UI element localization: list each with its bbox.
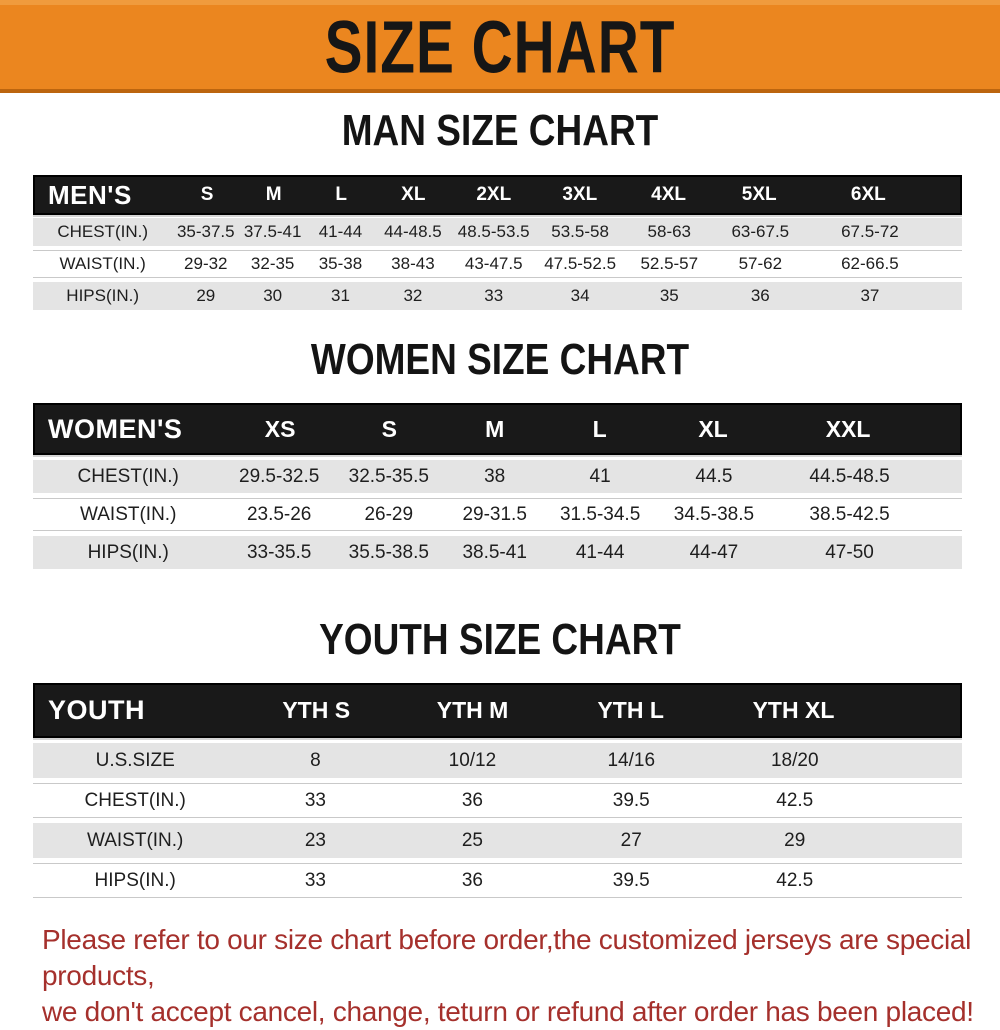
row-label: CHEST(IN.) [57, 222, 148, 241]
size-column-header-3xl: 3XL [562, 184, 598, 205]
row-label: WAIST(IN.) [59, 254, 146, 273]
section-title-text: WOMEN SIZE CHART [310, 335, 690, 384]
size-value: 41 [589, 465, 611, 487]
size-value: 35-38 [318, 254, 363, 273]
footer-line-2: we don't accept cancel, change, teturn or refund after order has been placed! [42, 996, 974, 1027]
table-row-u.s.size [33, 743, 962, 778]
size-chart-banner [0, 0, 1000, 93]
size-value: 52.5-57 [640, 254, 699, 273]
section-title-youth [0, 615, 1000, 664]
size-value: 57-62 [738, 254, 783, 273]
size-value: 47.5-52.5 [544, 254, 617, 273]
women-header-label: WOMEN'S [48, 413, 183, 444]
footer-line-1: Please refer to our size chart before order,the customized jerseys are special products, [42, 924, 972, 991]
size-value: 14/16 [607, 749, 656, 771]
youth-size-table [33, 683, 962, 898]
men-header-label: MEN'S [48, 179, 132, 210]
size-value: 34 [570, 286, 590, 305]
men-table-header-row [33, 175, 962, 215]
men-size-table [33, 175, 962, 310]
size-value: 36 [461, 869, 483, 891]
table-row-chest-in.- [33, 460, 962, 493]
size-column-header-xl: XL [401, 184, 426, 205]
size-column-header-6xl: 6XL [850, 184, 886, 205]
table-row-hips-in.- [33, 536, 962, 569]
size-value: 29.5-32.5 [239, 465, 320, 487]
size-column-header-s: S [381, 415, 397, 442]
size-value: 23.5-26 [246, 503, 312, 525]
size-value: 34.5-38.5 [673, 503, 755, 525]
size-value: 29 [784, 829, 806, 851]
size-value: 27 [620, 829, 642, 851]
size-value: 37.5-41 [243, 222, 302, 241]
size-column-header-l: L [592, 415, 607, 442]
size-value: 10/12 [448, 749, 497, 771]
size-value: 41-44 [318, 222, 363, 241]
size-value: 43-47.5 [464, 254, 523, 273]
size-column-header-5xl: 5XL [741, 184, 777, 205]
women-size-table [33, 403, 962, 569]
size-value: 36 [461, 789, 483, 811]
size-value: 42.5 [776, 869, 814, 891]
size-column-header-yth-m: YTH M [436, 697, 509, 723]
size-value: 67.5-72 [841, 222, 899, 241]
size-value: 33 [304, 869, 326, 891]
size-value: 36 [750, 286, 770, 305]
banner-title: SIZE CHART [324, 5, 676, 89]
row-label: CHEST(IN.) [77, 465, 179, 487]
youth-header-label: YOUTH [48, 695, 145, 725]
row-label: WAIST(IN.) [80, 503, 177, 525]
size-value: 47-50 [825, 541, 874, 563]
table-row-chest-in.- [33, 218, 962, 246]
footer-note [42, 922, 1000, 1030]
size-value: 23 [304, 829, 326, 851]
size-value: 42.5 [776, 789, 814, 811]
size-chart-sections [0, 106, 1000, 898]
size-value: 38.5-42.5 [809, 503, 890, 525]
size-value: 26-29 [364, 503, 414, 525]
size-column-header-yth-l: YTH L [597, 697, 664, 723]
youth-table-header-row [33, 683, 962, 738]
size-value: 35 [659, 286, 679, 305]
size-column-header-4xl: 4XL [651, 184, 686, 205]
size-value: 29-32 [184, 254, 228, 273]
size-value: 8 [310, 749, 321, 771]
size-column-header-l: L [335, 184, 347, 205]
size-value: 30 [263, 286, 283, 305]
size-value: 31.5-34.5 [559, 503, 641, 525]
size-column-header-xxl: XXL [825, 415, 871, 442]
size-column-header-xl: XL [698, 415, 728, 442]
size-value: 31 [331, 286, 350, 305]
section-women [0, 335, 1000, 569]
size-column-header-m: M [485, 415, 505, 442]
size-value: 38.5-41 [462, 541, 527, 563]
size-value: 35.5-38.5 [348, 541, 429, 563]
row-label: HIPS(IN.) [87, 541, 169, 563]
row-label: HIPS(IN.) [66, 286, 140, 305]
size-value: 44.5 [695, 465, 733, 487]
size-value: 33-35.5 [246, 541, 312, 563]
size-value: 44-47 [689, 541, 739, 563]
section-youth [0, 615, 1000, 898]
size-value: 18/20 [770, 749, 819, 771]
size-value: 63-67.5 [731, 222, 790, 241]
size-column-header-yth-xl: YTH XL [752, 697, 835, 723]
size-value: 38-43 [391, 254, 435, 273]
row-label: HIPS(IN.) [94, 869, 176, 891]
size-value: 25 [461, 829, 483, 851]
women-table-body [33, 460, 962, 569]
size-value: 62-66.5 [841, 254, 899, 273]
section-title-text: YOUTH SIZE CHART [319, 615, 681, 664]
section-men [0, 106, 1000, 310]
section-title-women [0, 335, 1000, 384]
size-value: 58-63 [647, 222, 692, 241]
table-row-hips-in.- [33, 863, 962, 898]
size-value: 53.5-58 [551, 222, 609, 241]
size-value: 41-44 [575, 541, 625, 563]
size-value: 32 [403, 286, 423, 305]
size-value: 29 [196, 286, 216, 305]
size-column-header-m: M [265, 184, 282, 205]
size-value: 44-48.5 [384, 222, 442, 241]
size-column-header-2xl: 2XL [476, 184, 512, 205]
table-row-waist-in.- [33, 498, 962, 531]
size-value: 29-31.5 [462, 503, 527, 525]
size-value: 32.5-35.5 [348, 465, 429, 487]
table-row-waist-in.- [33, 250, 962, 278]
section-title-text: MAN SIZE CHART [341, 106, 659, 155]
size-value: 35-37.5 [176, 222, 235, 241]
row-label: CHEST(IN.) [84, 789, 186, 811]
size-value: 38 [484, 465, 506, 487]
table-row-waist-in.- [33, 823, 962, 858]
size-column-header-yth-s: YTH S [282, 697, 351, 723]
table-row-hips-in.- [33, 282, 962, 310]
men-table-body [33, 218, 962, 310]
size-value: 39.5 [612, 789, 650, 811]
size-value: 32-35 [250, 254, 295, 273]
size-value: 33 [484, 286, 504, 305]
size-value: 39.5 [612, 869, 650, 891]
youth-table-body [33, 743, 962, 898]
row-label: WAIST(IN.) [86, 829, 184, 851]
table-row-chest-in.- [33, 783, 962, 818]
size-value: 33 [304, 789, 326, 811]
size-value: 37 [860, 286, 880, 305]
size-column-header-s: S [200, 184, 214, 205]
size-value: 44.5-48.5 [809, 465, 890, 487]
women-table-header-row [33, 403, 962, 455]
size-value: 48.5-53.5 [457, 222, 530, 241]
section-title-men [0, 106, 1000, 155]
size-column-header-xs: XS [264, 415, 296, 442]
row-label: U.S.SIZE [95, 749, 175, 771]
